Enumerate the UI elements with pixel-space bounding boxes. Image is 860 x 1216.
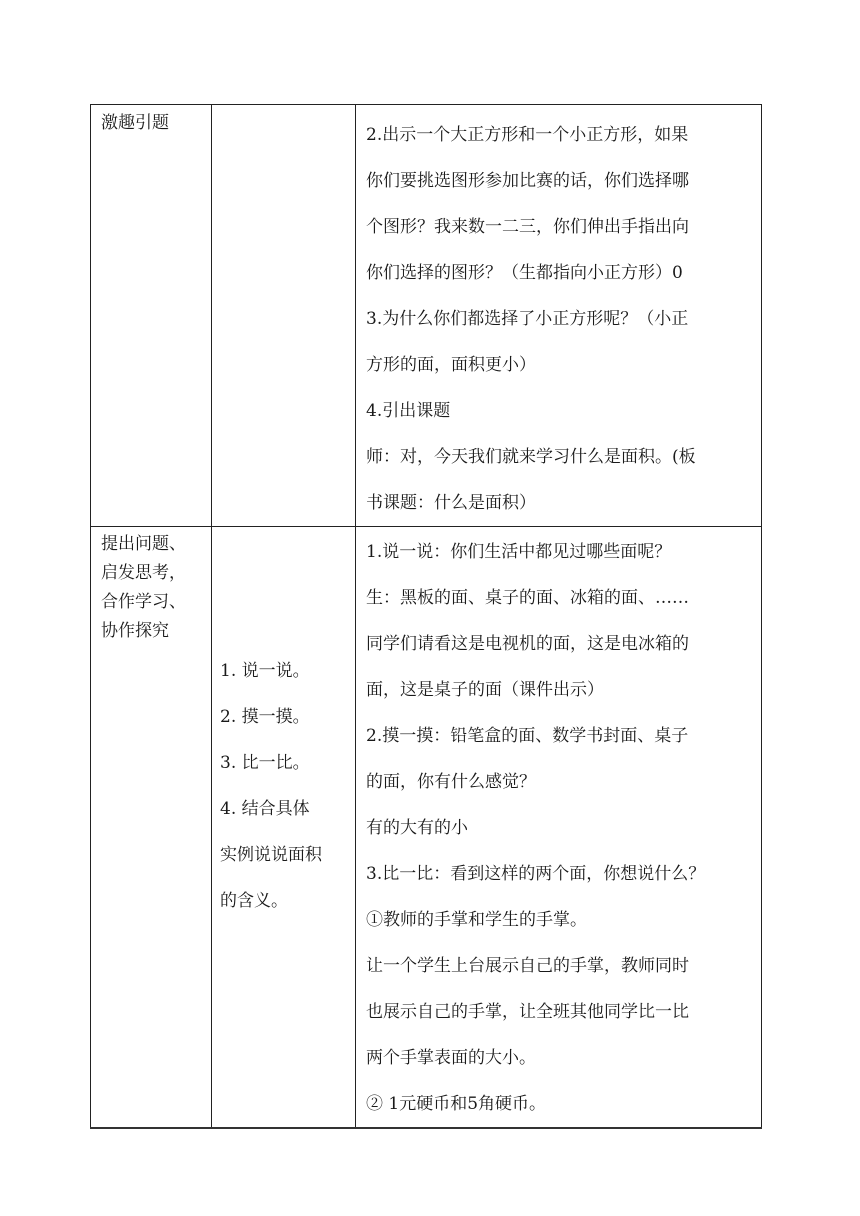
step-line: 2. 摸一摸。 xyxy=(220,707,310,727)
step-line: 实例说说面积 xyxy=(220,845,322,865)
content-line: 同学们请看这是电视机的面，这是电冰箱的 xyxy=(366,634,689,654)
stage-line: 合作学习、 xyxy=(101,592,186,612)
content-line: 3.比一比：看到这样的两个面，你想说什么？ xyxy=(366,864,706,884)
stage-line: 提出问题、 xyxy=(101,534,186,554)
content-line: 两个手掌表面的大小。 xyxy=(366,1048,536,1068)
step-line: 1. 说一说。 xyxy=(220,661,310,681)
content-line: 让一个学生上台展示自己的手掌，教师同时 xyxy=(366,956,689,976)
content-cell xyxy=(356,105,762,527)
step-line: 3. 比一比。 xyxy=(220,753,310,773)
table-row xyxy=(91,527,762,1129)
content-line: 师：对，今天我们就来学习什么是面积。(板 xyxy=(366,447,696,467)
content-line: ①教师的手掌和学生的手掌。 xyxy=(366,910,587,930)
content-line: 面，这是桌子的面（课件出示） xyxy=(366,680,604,700)
content-line: 你们选择的图形？（生都指向小正方形）0 xyxy=(366,263,683,283)
step-line: 4. 结合具体 xyxy=(220,799,310,819)
steps-cell xyxy=(212,105,356,527)
stage-line: 启发思考， xyxy=(101,563,186,583)
stage-line: 协作探究 xyxy=(101,621,169,641)
content-line: 的面，你有什么感觉？ xyxy=(366,772,536,792)
stage-cell xyxy=(91,105,212,527)
content-line: ② 1元硬币和5角硬币。 xyxy=(366,1094,547,1114)
content-line: 1.说一说：你们生活中都见过哪些面呢？ xyxy=(366,542,672,562)
content-line: 书课题：什么是面积） xyxy=(366,493,536,513)
stage-line: 激趣引题 xyxy=(101,113,169,133)
content-line: 4.引出课题 xyxy=(366,401,451,421)
stage-cell xyxy=(91,527,212,1129)
content-line: 2.摸一摸：铅笔盒的面、数学书封面、桌子 xyxy=(366,726,689,746)
steps-cell xyxy=(212,527,356,1129)
content-line: 个图形？我来数一二三，你们伸出手指出向 xyxy=(366,217,689,237)
content-line: 你们要挑选图形参加比赛的话，你们选择哪 xyxy=(366,171,689,191)
content-line: 也展示自己的手掌，让全班其他同学比一比 xyxy=(366,1002,689,1022)
content-line: 2.出示一个大正方形和一个小正方形，如果 xyxy=(366,125,689,145)
table-row xyxy=(91,105,762,527)
content-line: 3.为什么你们都选择了小正方形呢？（小正 xyxy=(366,309,689,329)
content-line: 生：黑板的面、桌子的面、冰箱的面、…… xyxy=(366,588,689,608)
content-cell xyxy=(356,527,762,1129)
content-line: 方形的面，面积更小） xyxy=(366,355,536,375)
step-line: 的含义。 xyxy=(220,891,288,911)
lesson-plan-table xyxy=(90,104,762,1129)
content-line: 有的大有的小 xyxy=(366,818,468,838)
